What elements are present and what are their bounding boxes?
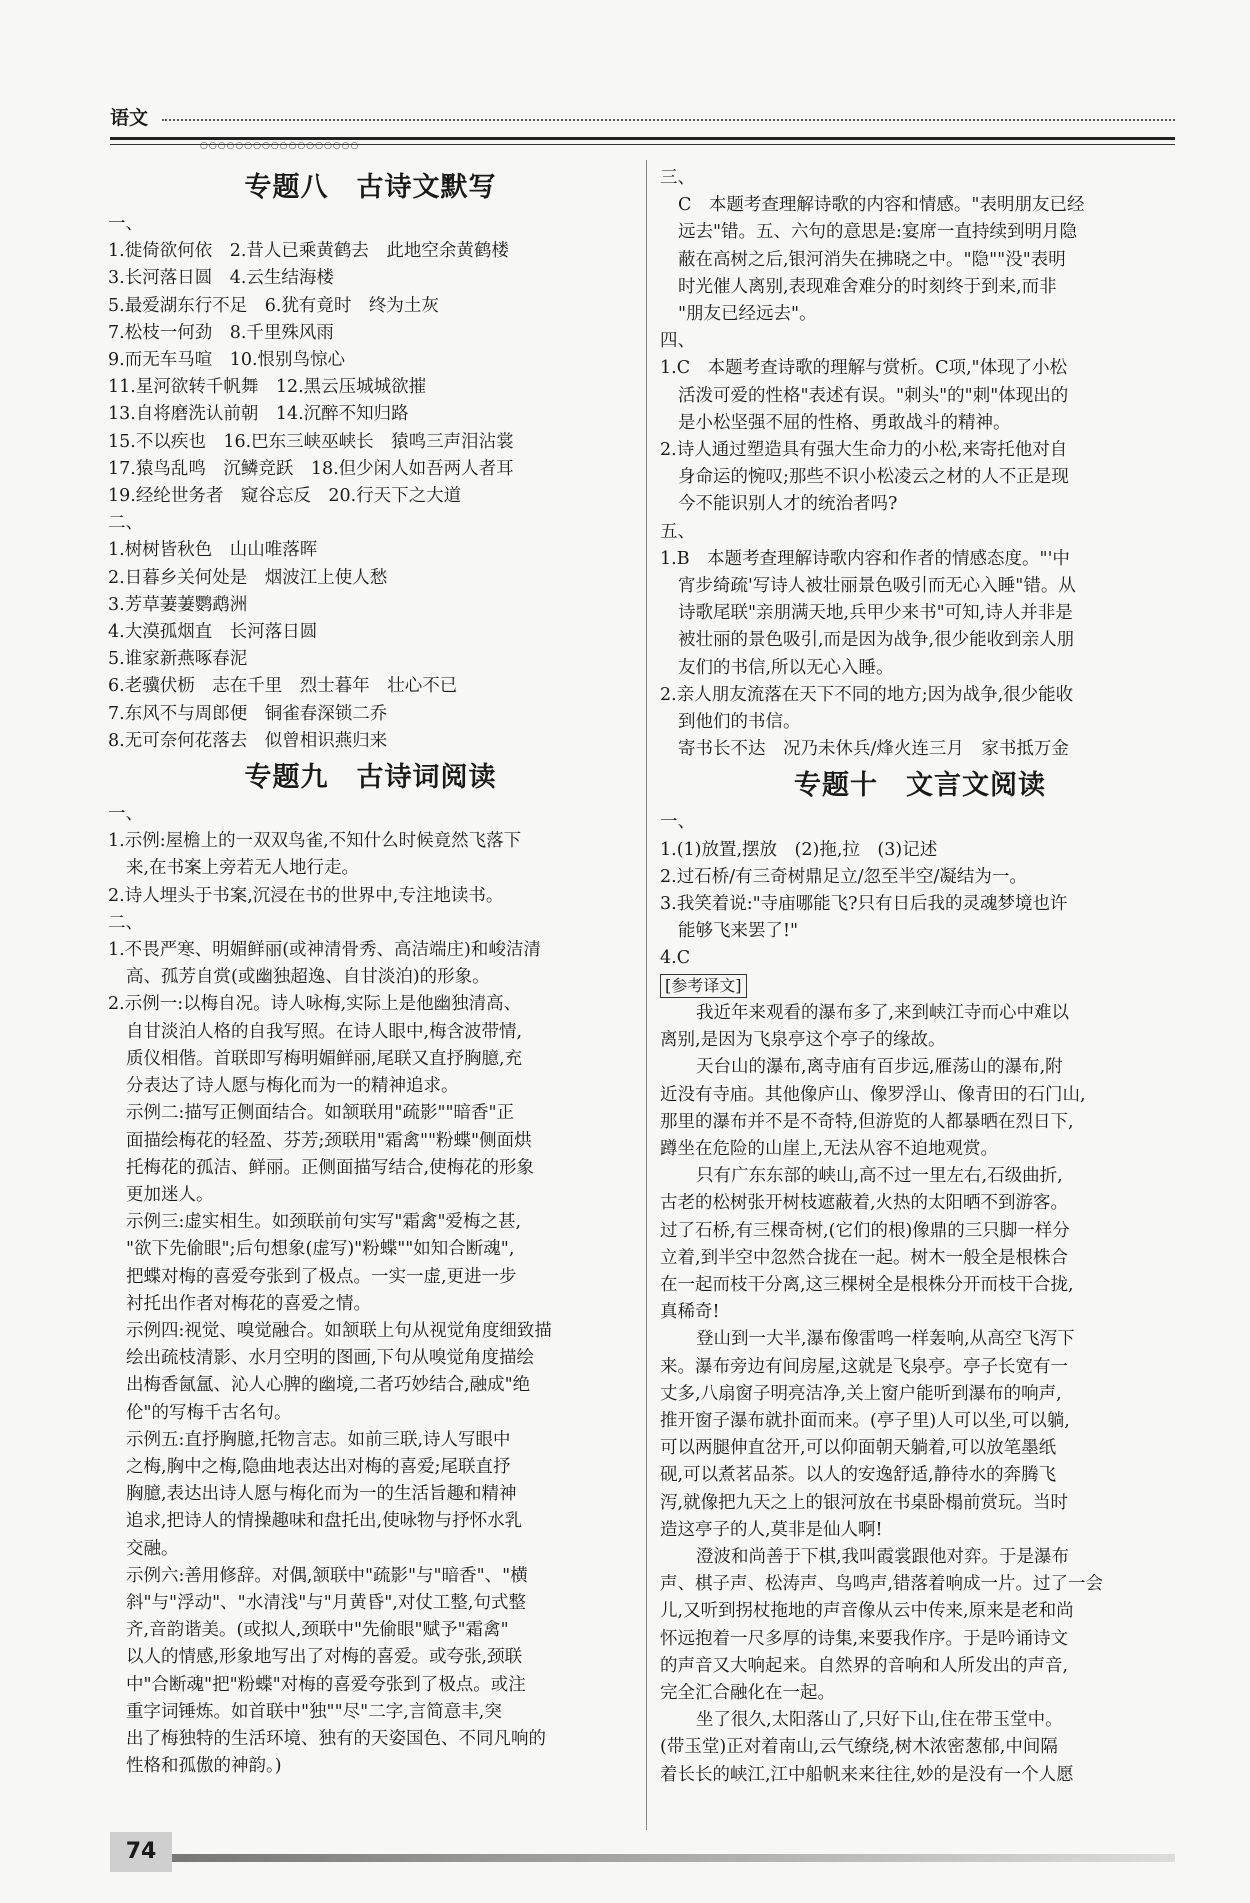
- text-line: 在一起而枝干分离,这三棵树全是根株分开而枝干合拢,: [660, 1274, 1074, 1295]
- text-line: 蔽在高树之后,银河消失在拂晓之中。"隐""没"表明: [678, 249, 1066, 270]
- column-divider: [646, 160, 647, 1830]
- text-line: 身命运的惋叹;那些不识小松凌云之材的人不正是现: [678, 467, 1069, 488]
- text-line: 13.自将磨洗认前朝 14.沉醉不知归路: [108, 404, 409, 425]
- text-line: 2.诗人埋头于书案,沉浸在书的世界中,专注地读书。: [108, 885, 504, 906]
- text-line: 3.长河落日圆 4.云生结海楼: [108, 268, 334, 289]
- text-line: 追求,把诗人的情操趣味和盘托出,使咏物与抒怀水乳: [126, 1511, 523, 1532]
- text-line: 到他们的书信。: [678, 712, 801, 733]
- text-line: 五、: [660, 521, 695, 542]
- text-line: 宵步绮疏'写诗人被壮丽景色吸引而无心入睡"错。从: [678, 576, 1076, 597]
- text-line: 示例四:视觉、嗅觉融合。如颔联上句从视觉角度细致描: [126, 1320, 552, 1341]
- text-line: 坐了很久,太阳落山了,只好下山,住在带玉堂中。: [696, 1710, 1063, 1731]
- text-line: 造这亭子的人,莫非是仙人啊!: [660, 1519, 883, 1540]
- text-line: 1.(1)放置,摆放 (2)拖,拉 (3)记述: [660, 839, 938, 860]
- text-line: [660, 973, 1180, 1000]
- text-line: 砚,可以煮茗品茶。以人的安逸舒适,静待水的奔腾飞: [660, 1465, 1057, 1486]
- text-line: 一、: [660, 812, 695, 833]
- text-line: 1.C 本题考查诗歌的理解与赏析。C项,"体现了小松: [660, 358, 1068, 379]
- text-line: 能够飞来罢了!": [678, 921, 799, 942]
- text-line: "朋友已经远去"。: [678, 304, 817, 325]
- text-line: 分表达了诗人愿与梅化而为一的精神追求。: [126, 1076, 459, 1097]
- text-line: (带玉堂)正对着南山,云气缭绕,树木浓密葱郁,中间隔: [660, 1737, 1058, 1758]
- text-line: 蹲坐在危险的山崖上,无法从容不迫地观赏。: [660, 1138, 999, 1159]
- section-title: 专题八 古诗文默写: [244, 172, 497, 203]
- text-line: 17.猿鸟乱鸣 沉鳞竞跃 18.但少闲人如吾两人者耳: [108, 458, 514, 479]
- text-line: 4.大漠孤烟直 长河落日圆: [108, 622, 318, 643]
- text-line: 更加迷人。: [126, 1184, 214, 1205]
- text-line: 伦"的写梅千古名句。: [126, 1402, 292, 1423]
- page-header: [110, 103, 1175, 131]
- text-line: 声、棋子声、松涛声、鸟鸣声,错落着响成一片。过了一会: [660, 1574, 1104, 1595]
- text-line: 远去"错。五、六句的意思是:宴席一直持续到明月隐: [678, 222, 1077, 243]
- text-line: 性格和孤傲的神韵。): [126, 1756, 282, 1777]
- text-line: 完全汇合融化在一起。: [660, 1682, 835, 1703]
- text-line: 只有广东东部的峡山,高不过一里左右,石级曲折,: [696, 1166, 1063, 1187]
- text-line: 三、: [660, 168, 695, 188]
- text-line: 时光催人离别,表现难舍难分的时刻终于到来,而非: [678, 276, 1057, 297]
- subject-label: 语文: [110, 107, 149, 129]
- section-title: 专题十 文言文阅读: [794, 770, 1046, 802]
- text-line: 示例二:描写正侧面结合。如颔联用"疏影""暗香"正: [126, 1103, 515, 1124]
- text-line: 4.C: [660, 948, 691, 969]
- text-line: 诗歌尾联"亲朋满天地,兵甲少来书"可知,诗人并非是: [678, 603, 1073, 624]
- text-line: 丈多,八扇窗子明亮洁净,关上窗户能听到瀑布的响声,: [660, 1383, 1062, 1404]
- text-line: 是小松坚强不屈的性格、勇敢战斗的精神。: [678, 412, 1011, 433]
- text-line: 寄书长不达 况乃未休兵/烽火连三月 家书抵万金: [678, 739, 1069, 760]
- text-line: 中"合断魂"把"粉蝶"对梅的喜爱夸张到了极点。或注: [126, 1674, 526, 1695]
- text-line: 示例三:虚实相生。如颈联前句实写"霜禽"爱梅之甚,: [126, 1212, 522, 1233]
- text-line: 活泼可爱的性格"表述有误。"刺头"的"刺"体现出的: [678, 385, 1069, 406]
- text-line: 二、: [108, 513, 143, 534]
- text-line: 示例五:直抒胸臆,托物言志。如前三联,诗人写眼中: [126, 1429, 511, 1450]
- text-line: 立着,到半空中忽然合拢在一起。树木一般全是根株合: [660, 1247, 1069, 1268]
- text-line: 7.松枝一何劲 8.千里殊风雨: [108, 322, 334, 343]
- text-line: 1.示例:屋檐上的一双双鸟雀,不知什么时候竟然飞落下: [108, 831, 522, 852]
- text-line: 15.不以疾也 16.巴东三峡巫峡长 猿鸣三声泪沾裳: [108, 431, 514, 452]
- text-line: 出梅香氤氲、沁人心脾的幽境,二者巧妙结合,融成"绝: [126, 1375, 531, 1396]
- text-line: 8.无可奈何花落去 似曾相识燕归来: [108, 730, 388, 751]
- text-line: 古老的松树张开树枝遮蔽着,火热的太阳晒不到游客。: [660, 1193, 1069, 1214]
- page-number: 74: [110, 1832, 172, 1872]
- text-line: 被壮丽的景色吸引,而是因为战争,很少能收到亲人朋: [678, 630, 1075, 651]
- text-line: 离别,是因为飞泉亭这个亭子的缘故。: [660, 1030, 946, 1051]
- text-line: 交融。: [126, 1538, 179, 1559]
- text-line: 2.过石桥/有三奇树鼎足立/忽至半空/凝结为一。: [660, 866, 1027, 887]
- text-line: 可以两腿伸直岔开,可以仰面朝天躺着,可以放笔墨纸: [660, 1438, 1057, 1459]
- text-line: 过了石桥,有三棵奇树,(它们的根)像鼎的三只脚一样分: [660, 1220, 1070, 1241]
- text-line: 今不能识别人才的统治者吗?: [678, 494, 898, 515]
- text-line: 自甘淡泊人格的自我写照。在诗人眼中,梅含波带情,: [126, 1021, 523, 1042]
- section-title: 专题九 古诗词阅读: [244, 762, 497, 794]
- header-rule: [110, 137, 1175, 140]
- text-line: 友们的书信,所以无心入睡。: [678, 657, 894, 678]
- reference-translation-tag: [参考译文]: [660, 974, 747, 998]
- text-line: 来。瀑布旁边有间房屋,这就是飞泉亭。亭子长宽有一: [660, 1356, 1069, 1377]
- text-line: 面描绘梅花的轻盈、芬芳;颈联用"霜禽""粉蝶"侧面烘: [126, 1130, 532, 1151]
- text-line: 2.日暮乡关何处是 烟波江上使人愁: [108, 567, 388, 588]
- text-line: 来,在书案上旁若无人地行走。: [126, 858, 360, 879]
- text-line: 9.而无车马喧 10.恨别鸟惊心: [108, 350, 346, 371]
- right-column: [660, 165, 1180, 1789]
- text-line: 着长长的峡江,江中船帆来来往往,妙的是没有一个人愿: [660, 1764, 1074, 1785]
- text-line: 托梅花的孤洁、鲜丽。正侧面描写结合,使梅花的形象: [126, 1157, 535, 1178]
- text-line: 一、: [108, 214, 143, 234]
- text-line: 1.徙倚欲何依 2.昔人已乘黄鹤去 此地空余黄鹤楼: [108, 241, 509, 262]
- text-line: 四、: [660, 331, 695, 352]
- text-line: 2.诗人通过塑造具有强大生命力的小松,来寄托他对自: [660, 440, 1068, 461]
- text-line: 登山到一大半,瀑布像雷鸣一样轰响,从高空飞泻下: [696, 1329, 1075, 1350]
- text-line: 以人的情感,形象地写出了对梅的喜爱。或夸张,颈联: [126, 1647, 523, 1668]
- text-line: 绘出疏枝清影、水月空明的图画,下句从嗅觉角度描绘: [126, 1348, 535, 1369]
- text-line: 衬托出作者对梅花的喜爱之情。: [126, 1293, 371, 1314]
- text-line: 斜"与"浮动"、"水清浅"与"月黄昏",对仗工整,句式整: [126, 1592, 526, 1613]
- header-dotted-rule: [162, 119, 1175, 121]
- text-line: 把蝶对梅的喜爱夸张到了极点。一实一虚,更进一步: [126, 1266, 517, 1287]
- text-line: "欲下先偷眼";后句想象(虚写)"粉蝶""如知合断魂",: [126, 1239, 515, 1260]
- text-line: 怀远抱着一尺多厚的诗集,来要我作序。于是吟诵诗文: [660, 1628, 1069, 1649]
- text-line: 1.不畏严寒、明媚鲜丽(或神清骨秀、高洁端庄)和峻洁清: [108, 940, 541, 961]
- text-line: 5.谁家新燕啄春泥: [108, 649, 248, 670]
- text-line: 之梅,胸中之梅,隐曲地表达出对梅的喜爱;尾联直抒: [126, 1456, 511, 1477]
- footer-bar: [172, 1854, 1175, 1862]
- text-line: 近没有寺庙。其他像庐山、像罗浮山、像青田的石门山,: [660, 1084, 1086, 1105]
- text-line: 7.东风不与周郎便 铜雀春深锁二乔: [108, 703, 388, 724]
- text-line: 3.我笑着说:"寺庙哪能飞?只有日后我的灵魂梦境也许: [660, 894, 1068, 915]
- text-line: 重字词锤炼。如首联中"独""尽"二字,言简意丰,突: [126, 1701, 502, 1722]
- page-footer: [110, 1832, 1175, 1872]
- text-line: 澄波和尚善于下棋,我叫霞裳跟他对弈。于是瀑布: [696, 1546, 1070, 1567]
- left-column: [108, 165, 633, 1780]
- text-line: 泻,就像把九天之上的银河放在书桌卧榻前赏玩。当时: [660, 1492, 1069, 1513]
- text-line: 5.最爱湖东行不足 6.犹有竟时 终为土灰: [108, 295, 439, 316]
- text-line: 天台山的瀑布,离寺庙有百步远,雁荡山的瀑布,附: [696, 1057, 1063, 1078]
- text-line: 6.老骥伏枥 志在千里 烈士暮年 壮心不已: [108, 676, 458, 697]
- header-bead-ornament: ○○○○○○○○○○○○○○○○○○: [200, 141, 360, 151]
- text-line: 二、: [108, 912, 143, 933]
- text-line: 质仪相偕。首联即写梅明媚鲜丽,尾联又直抒胸臆,充: [126, 1048, 523, 1069]
- text-line: 齐,音韵谐美。(或拟人,颈联中"先偷眼"赋予"霜禽": [126, 1620, 509, 1641]
- text-line: 1.树树皆秋色 山山唯落晖: [108, 540, 318, 561]
- text-line: 3.芳草萋萋鹦鹉洲: [108, 594, 248, 615]
- text-line: 我近年来观看的瀑布多了,来到峡江寺而心中难以: [696, 1002, 1070, 1023]
- text-line: 胸臆,表达出诗人愿与梅化而为一的生活旨趣和精神: [126, 1484, 517, 1505]
- text-line: 真稀奇!: [660, 1302, 720, 1323]
- text-line: 出了梅独特的生活环境、独有的天姿国色、不同凡响的: [126, 1728, 546, 1749]
- text-line: 2.亲人朋友流落在天下不同的地方;因为战争,很少能收: [660, 684, 1074, 705]
- text-line: 高、孤芳自赏(或幽独超逸、自甘淡泊)的形象。: [126, 967, 490, 988]
- text-line: 的声音又大响起来。自然界的音响和人所发出的声音,: [660, 1655, 1069, 1676]
- text-line: 那里的瀑布并不是不奇特,但游览的人都暴晒在烈日下,: [660, 1111, 1074, 1132]
- text-line: 11.星河欲转千帆舞 12.黑云压城城欲摧: [108, 377, 427, 398]
- text-line: 推开窗子瀑布就扑面而来。(亭子里)人可以坐,可以躺,: [660, 1410, 1070, 1431]
- text-line: 儿,又听到拐杖拖地的声音像从云中传来,原来是老和尚: [660, 1601, 1074, 1622]
- text-line: C 本题考查理解诗歌的内容和情感。"表明朋友已经: [678, 195, 1085, 216]
- text-line: 示例六:善用修辞。对偶,颔联中"疏影"与"暗香"、"横: [126, 1565, 528, 1586]
- text-line: 1.B 本题考查理解诗歌内容和作者的情感态度。"'中: [660, 548, 1070, 569]
- text-line: 一、: [108, 804, 143, 825]
- text-line: 19.经纶世务者 窥谷忘反 20.行天下之大道: [108, 486, 462, 507]
- text-line: 2.示例一:以梅自况。诗人咏梅,实际上是他幽独清高、: [108, 994, 522, 1015]
